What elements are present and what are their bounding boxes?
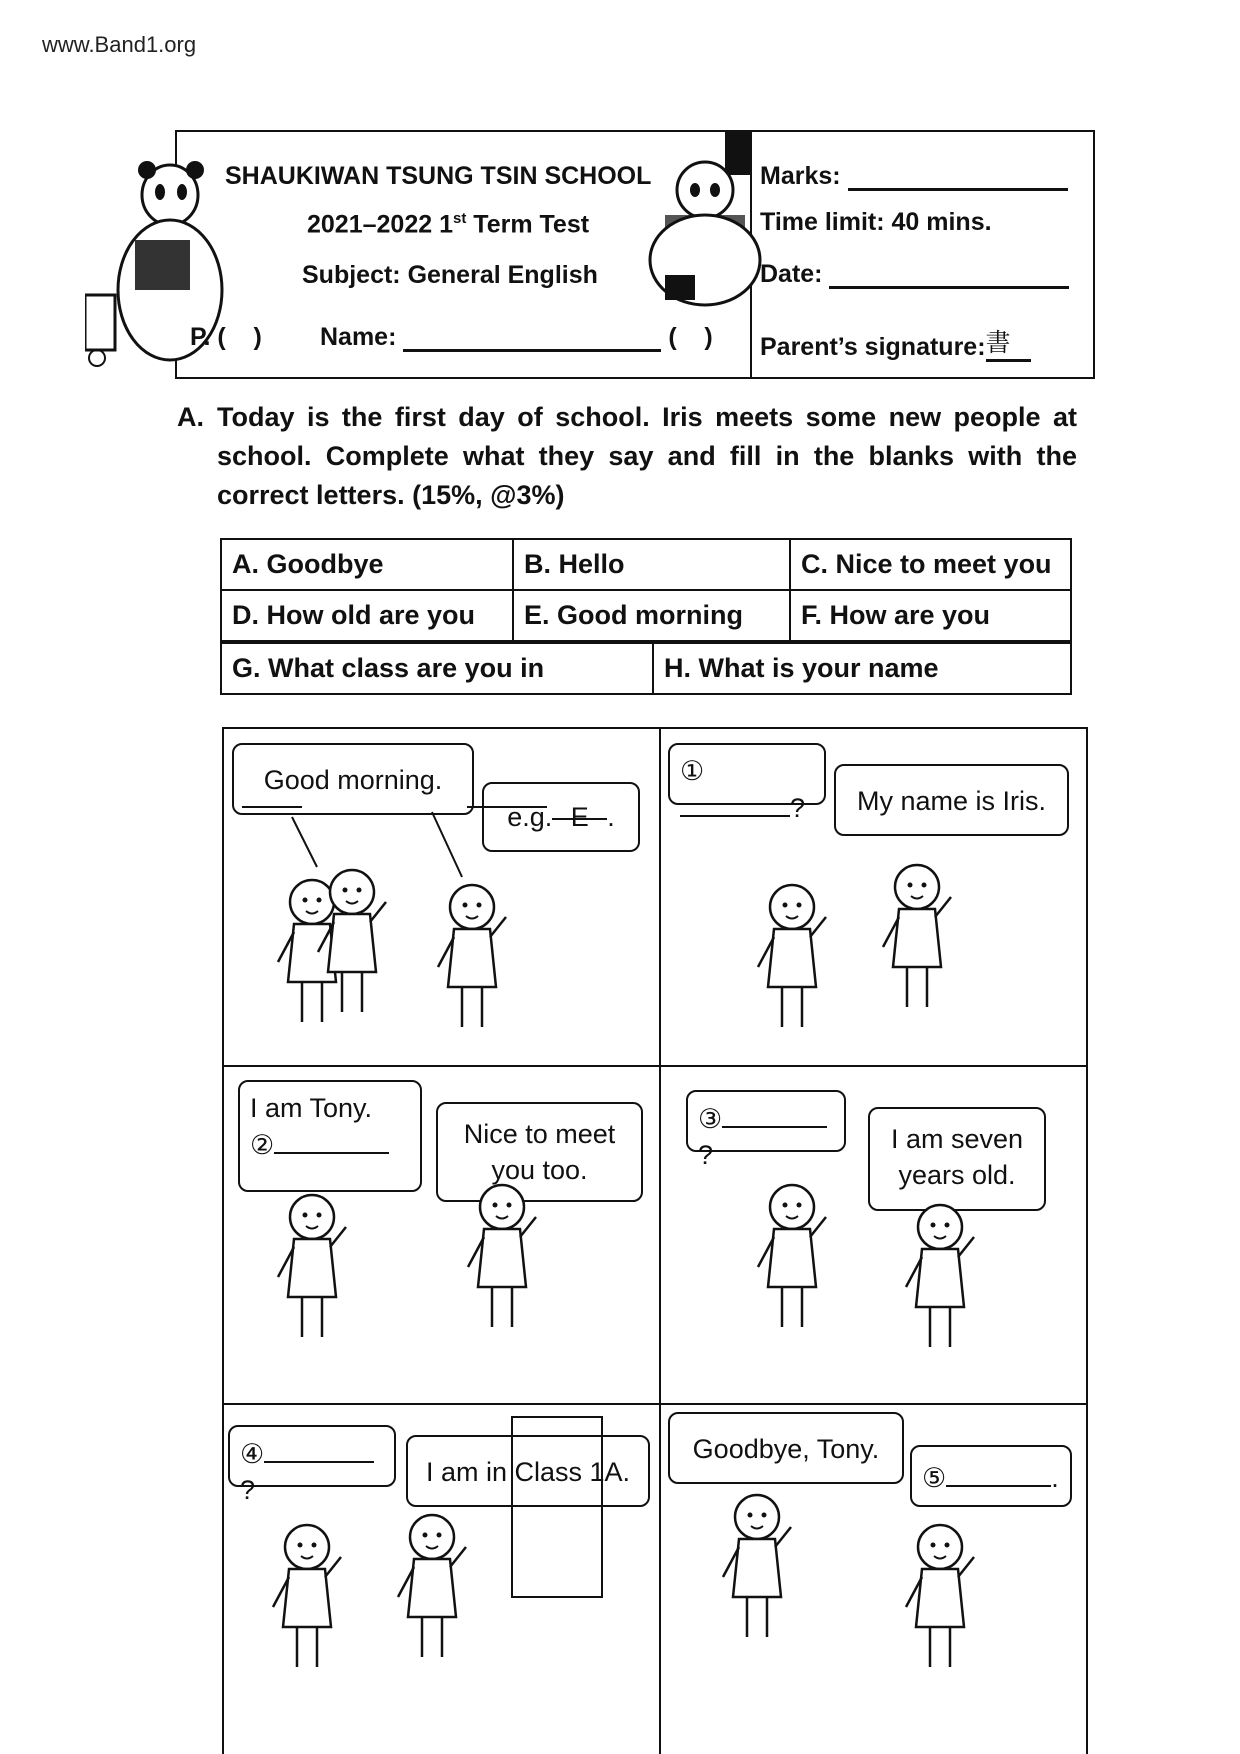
watermark: www.Band1.org bbox=[42, 32, 197, 57]
class-label: P. bbox=[190, 323, 211, 351]
instructions-text: Today is the first day of school. Iris meets some new people at school. Complete what they say and fill in the blanks with the correct letters. (15%, @3%) bbox=[217, 402, 1077, 510]
option: B. Hello bbox=[513, 539, 790, 590]
option: C. Nice to meet you bbox=[790, 539, 1071, 590]
name-blank[interactable] bbox=[403, 349, 661, 352]
speech-bubble: Good morning. bbox=[232, 743, 474, 815]
panda-scarf-illustration bbox=[635, 125, 780, 310]
option: H. What is your name bbox=[653, 643, 1071, 694]
period: . bbox=[607, 802, 615, 832]
option: E. Good morning bbox=[513, 590, 790, 641]
iris-figure bbox=[883, 865, 951, 1007]
speech-bubble: My name is Iris. bbox=[834, 764, 1069, 836]
speech-bubble: I am seven years old. bbox=[868, 1107, 1046, 1211]
iris-figure bbox=[398, 1515, 466, 1657]
option: D. How old are you bbox=[221, 590, 513, 641]
example-answer: E bbox=[552, 792, 607, 820]
period: . bbox=[1051, 1463, 1059, 1493]
date-blank[interactable] bbox=[829, 286, 1069, 289]
blank-number: ⑤ bbox=[922, 1463, 947, 1493]
iris-figure bbox=[758, 1185, 826, 1327]
iris-figure bbox=[468, 1185, 536, 1327]
speech-bubble: Nice to meet you too. bbox=[436, 1102, 643, 1202]
tony-figure bbox=[278, 1195, 346, 1337]
time-limit: Time limit: 40 mins. bbox=[760, 208, 992, 236]
options-table-row3 bbox=[220, 642, 1072, 695]
blank-number: ① bbox=[680, 756, 705, 786]
blank-number: ② bbox=[250, 1130, 275, 1160]
options-table bbox=[220, 538, 1072, 642]
date-field[interactable] bbox=[760, 260, 1069, 289]
name-label: Name: bbox=[320, 323, 397, 351]
term-title bbox=[307, 210, 589, 239]
signature-mark: 書 bbox=[986, 323, 1031, 362]
question-mark: ? bbox=[790, 793, 806, 823]
school-name: SHAUKIWAN TSUNG TSIN SCHOOL bbox=[225, 162, 652, 190]
classroom-door bbox=[512, 1417, 602, 1597]
options-row bbox=[221, 643, 1071, 694]
blank-number: ④ bbox=[240, 1439, 265, 1469]
date-label: Date: bbox=[760, 260, 823, 288]
blank-number: ③ bbox=[698, 1104, 723, 1134]
speech-bubble: Goodbye, Tony. bbox=[668, 1412, 904, 1484]
name-field[interactable]: Name: ( ) bbox=[320, 323, 713, 351]
tony-figure bbox=[906, 1525, 974, 1667]
option: G. What class are you in bbox=[221, 643, 653, 694]
tony-figure bbox=[906, 1205, 974, 1347]
parent-signature-field[interactable] bbox=[760, 323, 1031, 362]
option: A. Goodbye bbox=[221, 539, 513, 590]
marks-field[interactable] bbox=[760, 162, 1068, 191]
iris-figure bbox=[723, 1495, 791, 1637]
bubble-tail bbox=[292, 812, 462, 877]
marks-label: Marks: bbox=[760, 162, 841, 190]
speech-bubble: I am in Class 1A. bbox=[406, 1435, 650, 1507]
eg-label: e.g. bbox=[507, 802, 553, 832]
boy-figure bbox=[273, 1525, 341, 1667]
term-rest: Term Test bbox=[466, 210, 590, 239]
boy-figure bbox=[758, 885, 826, 1027]
options-row bbox=[221, 539, 1071, 590]
options-row bbox=[221, 590, 1071, 641]
term-main: 2021–2022 1 bbox=[307, 210, 453, 239]
section-number: A. bbox=[177, 402, 204, 432]
question-mark: ? bbox=[698, 1140, 714, 1170]
iris-figure bbox=[438, 885, 506, 1027]
option: F. How are you bbox=[790, 590, 1071, 641]
parent-signature-label: Parent’s signature: bbox=[760, 333, 986, 361]
section-a-instructions bbox=[177, 398, 1077, 515]
bubble-text: I am Tony. bbox=[250, 1093, 373, 1123]
class-field[interactable]: P. ( ) bbox=[190, 323, 262, 351]
comic-illustrations bbox=[222, 727, 1084, 1754]
marks-blank[interactable] bbox=[848, 188, 1068, 191]
question-mark: ? bbox=[240, 1475, 256, 1505]
term-sup: st bbox=[452, 210, 467, 227]
subject: Subject: General English bbox=[302, 261, 598, 289]
